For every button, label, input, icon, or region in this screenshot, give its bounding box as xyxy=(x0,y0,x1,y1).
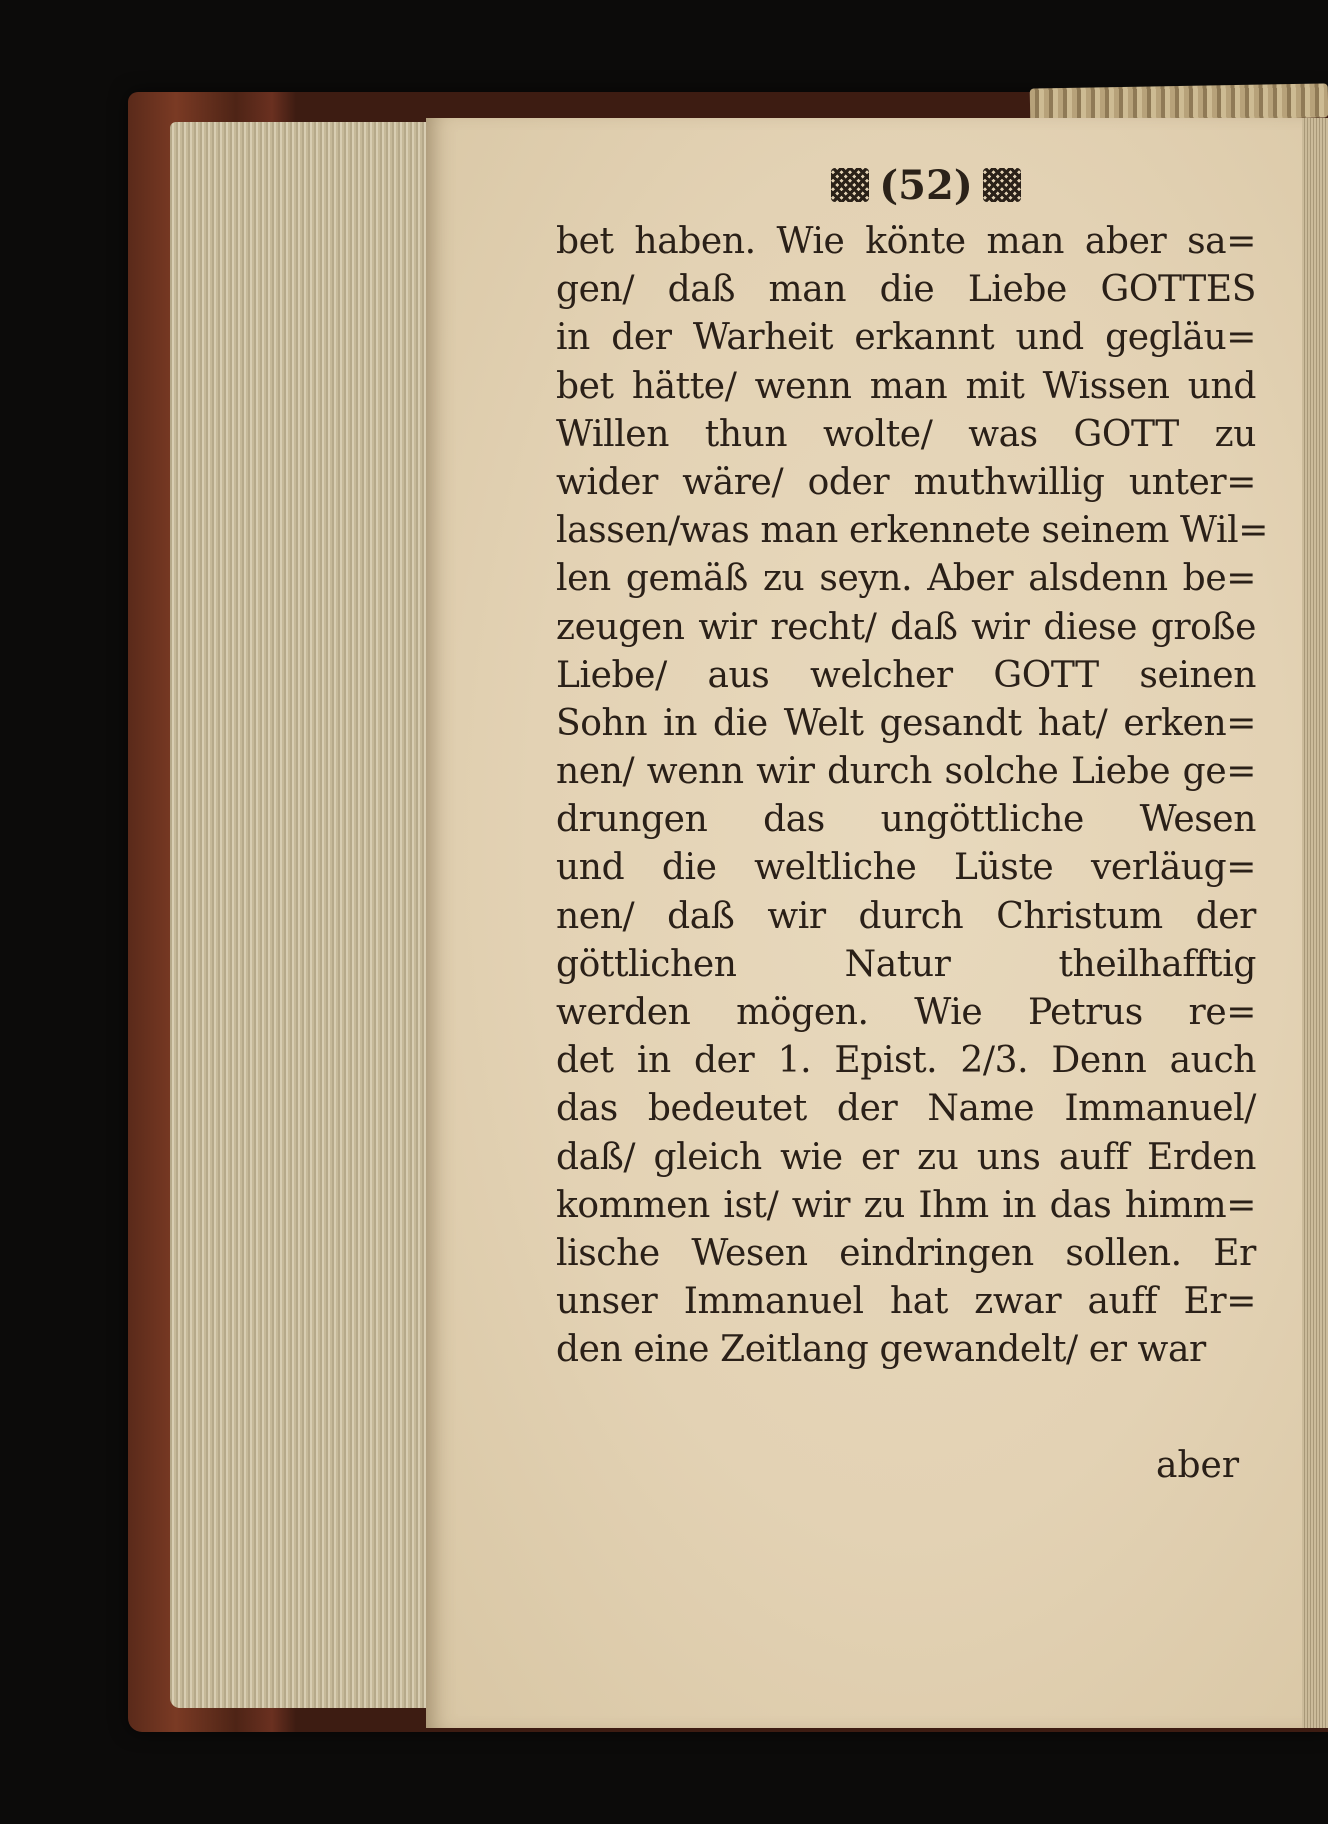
text-line: unser Immanuel hat zwar auff Er= xyxy=(556,1281,1256,1323)
text-line: daß/ gleich wie er zu uns auff Erden xyxy=(556,1136,1256,1178)
text-line: in der Warheit erkannt und gegläu= xyxy=(556,317,1256,359)
body-text xyxy=(556,218,1269,1375)
text-line: zeugen wir recht/ daß wir diese große xyxy=(556,606,1256,648)
text-line: bet haben. Wie könte man aber sa= xyxy=(556,221,1256,262)
text-line: den eine Zeitlang gewandelt/ er war xyxy=(556,1329,1206,1371)
text-line: wider wäre/ oder muthwillig unter= xyxy=(556,461,1256,503)
text-line: gen/ daß man die Liebe GOTTES xyxy=(556,269,1256,311)
text-line: Sohn in die Welt gesandt hat/ erken= xyxy=(556,702,1256,744)
text-line: das bedeutet der Name Immanuel/ xyxy=(556,1088,1256,1130)
text-line: nen/ wenn wir durch solche Liebe ge= xyxy=(556,751,1256,793)
fleuron-icon xyxy=(831,168,869,202)
text-line: und die weltliche Lüste verläug= xyxy=(556,847,1256,889)
text-line: göttlichen Natur theilhafftig xyxy=(556,943,1256,985)
page-number: (52) xyxy=(879,161,973,209)
page-edges-left xyxy=(170,122,432,1708)
text-line: len gemäß zu seyn. Aber alsdenn be= xyxy=(556,558,1256,600)
text-line: drungen das ungöttliche Wesen xyxy=(556,799,1256,841)
headband xyxy=(1030,83,1328,122)
text-line: lische Wesen eindringen sollen. Er xyxy=(556,1232,1256,1274)
text-line: Liebe/ aus welcher GOTT seinen xyxy=(556,654,1256,696)
text-line: kommen ist/ wir zu Ihm in das himm= xyxy=(556,1184,1256,1226)
catchword: aber xyxy=(1156,1445,1240,1486)
text-line: bet hätte/ wenn man mit Wissen und xyxy=(556,365,1256,407)
text-line: Willen thun wolte/ was GOTT zu xyxy=(556,413,1256,455)
fleuron-icon xyxy=(983,168,1021,202)
text-line: nen/ daß wir durch Christum der xyxy=(556,895,1256,937)
text-line: lassen/was man erkennete seinem Wil= xyxy=(556,510,1269,552)
text-line: det in der 1. Epist. 2/3. Denn auch xyxy=(556,1040,1256,1082)
page-edges-right xyxy=(1302,118,1328,1728)
page-header xyxy=(826,160,1026,210)
text-line: werden mögen. Wie Petrus re= xyxy=(556,992,1256,1033)
